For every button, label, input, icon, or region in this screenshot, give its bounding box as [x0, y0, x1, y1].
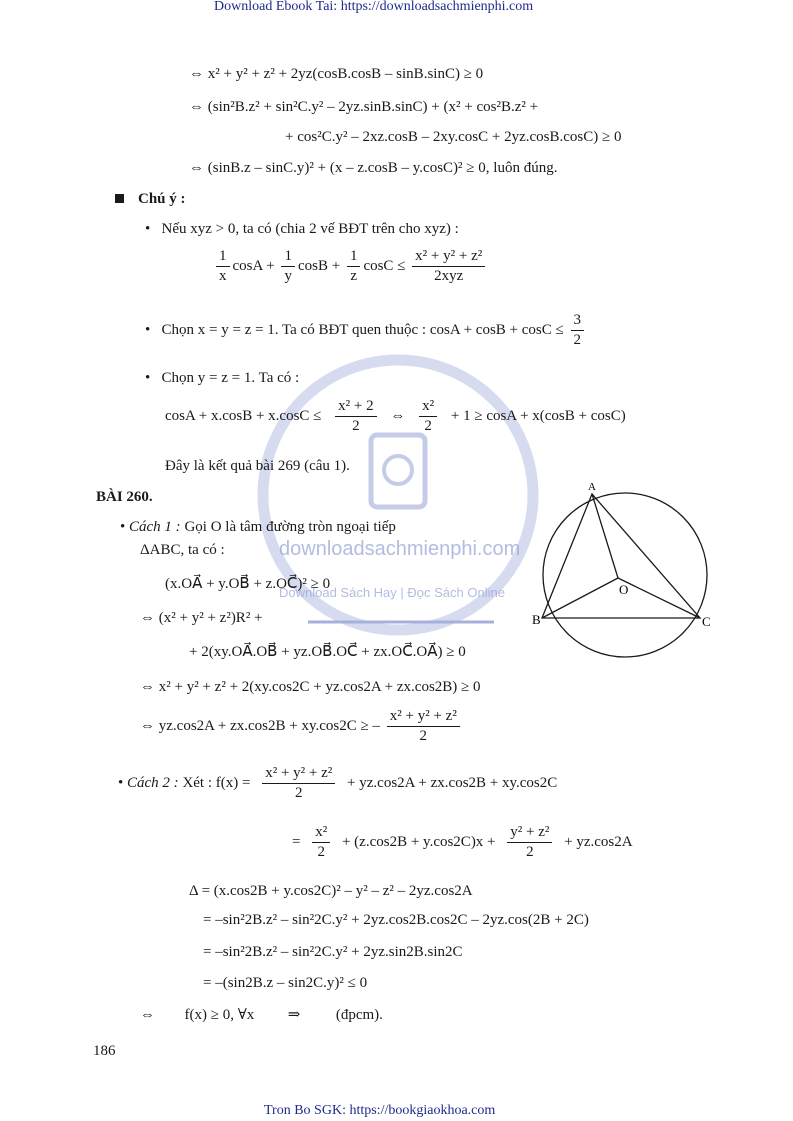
note-bullet-3	[145, 370, 299, 387]
watermark	[248, 345, 548, 645]
watermark-circle	[248, 345, 548, 645]
line-2: ⇔ (sin²B.z² + sin²C.y² – 2yz.sinB.sinC) + (x² + cos²B.z² +	[189, 99, 539, 115]
bullet-icon: •	[145, 370, 151, 386]
note-bullet-1-text: Nếu xyz > 0, ta có (chia 2 vế BĐT trên cho xyz) :	[161, 221, 459, 237]
method-1-line-4: ⇔ x² + y² + z² + 2(xy.cos2C + yz.cos2A + zx.cos2B) ≥ 0	[140, 679, 481, 695]
frac-den: z	[350, 268, 358, 284]
term: cosB +	[297, 257, 341, 274]
frac-num: x²	[419, 398, 437, 417]
term: cosC ≤	[363, 257, 406, 274]
frac-den: y	[284, 268, 292, 284]
delta-line-2: = –sin²2B.z² – sin²2C.y² + 2yz.cos2B.cos2C – 2yz.cos(2B + 2C)	[203, 912, 589, 928]
term: cosA +	[232, 257, 275, 274]
note-bullet-3-text: Chọn y = z = 1. Ta có :	[161, 370, 300, 386]
bullet-icon: •	[118, 774, 124, 791]
label-a: A	[588, 481, 596, 493]
problem-title-text: BÀI 260.	[96, 489, 153, 505]
method-2-label: Cách 2 :	[127, 774, 179, 791]
frac-num: 3	[571, 312, 585, 331]
bullet-icon: •	[145, 321, 151, 338]
term: ⇔	[390, 407, 406, 424]
term: =	[292, 833, 301, 850]
method-2-line-1	[118, 765, 557, 802]
method-1-intro-2: ΔABC, ta có :	[140, 542, 225, 558]
frac-den: 2	[424, 418, 432, 434]
label-c: C	[702, 614, 711, 629]
method-1-line-3: + 2(xy.OA⃗.OB⃗ + yz.OB⃗.OC⃗ + zx.OC⃗.OA⃗) ≥ 0	[189, 644, 466, 660]
label-b: B	[532, 612, 541, 627]
term: Xét : f(x) =	[182, 774, 251, 791]
page-number: 186	[93, 1043, 116, 1059]
frac-num: x² + y² + z²	[387, 708, 460, 727]
line-3: + cos²C.y² – 2xz.cosB – 2xy.cosC + 2yz.cosB.cosC) ≥ 0	[285, 129, 622, 145]
delta-line-4: = –(sin2B.z – sin2C.y)² ≤ 0	[203, 975, 368, 991]
delta-line-1: Δ = (x.cos2B + y.cos2C)² – y² – z² – 2yz.cos2A	[189, 883, 473, 899]
frac-den: 2	[295, 785, 303, 801]
note-heading	[115, 191, 186, 208]
watermark-site: downloadsachmienphi.com	[279, 538, 521, 560]
frac-den: 2	[419, 728, 428, 744]
final-line	[140, 1005, 383, 1024]
label-o: O	[619, 582, 629, 597]
page-footer: Tron Bo SGK: https://bookgiaokhoa.com	[264, 1103, 496, 1118]
line-1: ⇔ x² + y² + z² + 2yz(cosB.cosB – sinB.sinC) ≥ 0	[189, 66, 484, 82]
delta-line-3: = –sin²2B.z² – sin²2C.y² + 2yz.sin2B.sin2C	[203, 944, 463, 960]
frac-num: x² + y² + z²	[412, 248, 485, 267]
frac-den: 2	[573, 332, 581, 348]
line-4: ⇔ (sinB.z – sinC.y)² + (x – z.cosB – y.cosC)² ≥ 0, luôn đúng.	[189, 160, 558, 176]
frac-den: 2	[317, 844, 325, 860]
method-1-line-1: (x.OA⃗ + y.OB⃗ + z.OC⃗)² ≥ 0	[165, 576, 331, 592]
term: (đpcm).	[335, 1007, 383, 1023]
frac-den: 2	[352, 418, 360, 434]
term: + 1 ≥ cosA + x(cosB + cosC)	[450, 407, 626, 424]
term: + yz.cos2A	[564, 833, 633, 850]
term: ⇔ yz.cos2A + zx.cos2B + xy.cos2C ≥ –	[140, 717, 380, 734]
triangle-figure	[528, 478, 728, 668]
note-bullet-2-text: Chọn x = y = z = 1. Ta có BĐT quen thuộc : cosA + cosB + cosC ≤	[161, 321, 564, 338]
frac-num: x² + y² + z²	[262, 765, 335, 784]
term: ⇒	[287, 1007, 301, 1023]
problem-title	[96, 489, 153, 506]
method-1-intro	[120, 519, 396, 536]
bullet-icon: •	[145, 221, 151, 237]
frac-den: 2	[526, 844, 534, 860]
frac-num: x²	[312, 824, 330, 843]
method-1-label: Cách 1 :	[129, 519, 181, 535]
method-1-line-5	[140, 708, 463, 745]
method-1-line-2	[140, 610, 263, 627]
note-bullet-2	[145, 312, 587, 349]
page-header: Download Ebook Tai: https://downloadsachmienphi.com	[214, 0, 534, 14]
term: + yz.cos2A + zx.cos2B + xy.cos2C	[347, 774, 558, 791]
frac-num: 1	[281, 248, 295, 267]
method-1-text: Gọi O là tâm đường tròn ngoại tiếp	[184, 519, 396, 535]
frac-num: 1	[216, 248, 230, 267]
frac-num: 1	[347, 248, 361, 267]
term: cosA + x.cosB + x.cosC ≤	[165, 407, 322, 424]
term: ⇔	[140, 1007, 155, 1023]
term: f(x) ≥ 0, ∀x	[184, 1007, 255, 1023]
term: + (z.cos2B + y.cos2C)x +	[341, 833, 496, 850]
square-bullet-icon	[115, 194, 124, 203]
method-1-line-2-text: ⇔ (x² + y² + z²)R² +	[140, 610, 263, 626]
note-formula-3	[165, 398, 626, 435]
watermark-tagline: Download Sách Hay | Đọc Sách Online	[279, 585, 505, 600]
frac-den: x	[219, 268, 227, 284]
method-2-line-2	[292, 824, 633, 861]
frac-den: 2xyz	[434, 268, 464, 284]
note-conclusion: Đây là kết quả bài 269 (câu 1).	[165, 458, 350, 474]
frac-num: x² + 2	[335, 398, 376, 417]
frac-num: y² + z²	[507, 824, 552, 843]
note-title: Chú ý :	[138, 191, 186, 207]
note-formula-1	[213, 248, 488, 285]
note-bullet-1	[145, 221, 459, 238]
bullet-icon: •	[120, 519, 126, 535]
